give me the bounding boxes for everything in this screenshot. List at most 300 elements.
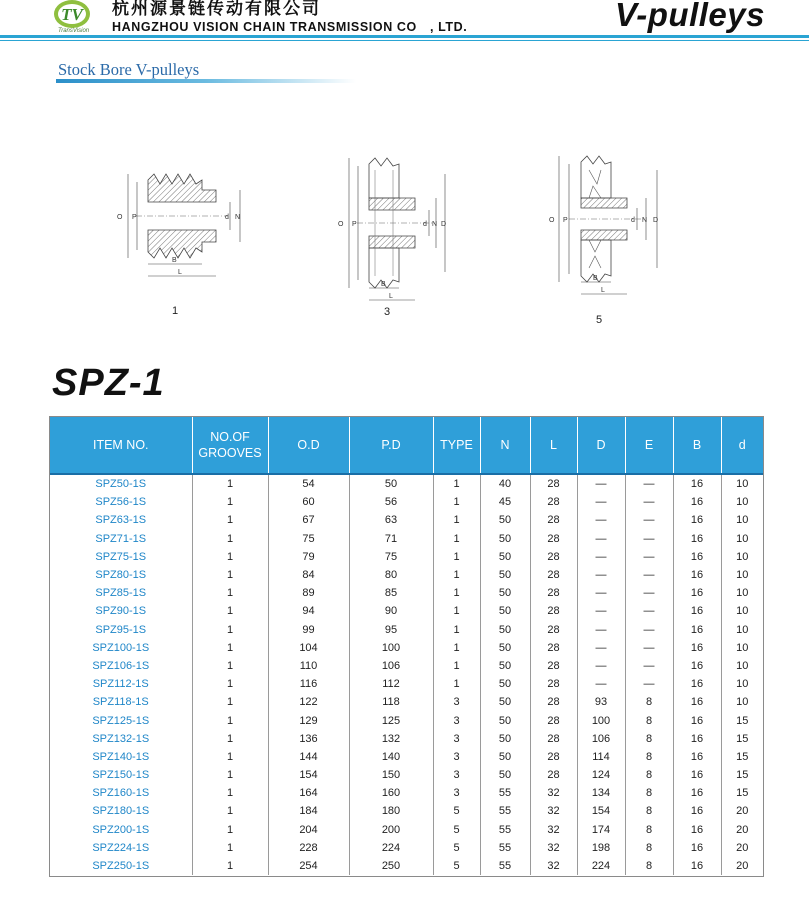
table-row <box>50 511 763 529</box>
item-number-cell: SPZ85-1S <box>50 584 192 602</box>
table-cell: 10 <box>736 478 749 491</box>
table-row <box>50 693 763 711</box>
table-cell: 1 <box>192 802 268 820</box>
table-cell: 16 <box>673 639 721 657</box>
logo-subtext: TransVision <box>58 28 90 34</box>
dim-label-b: B <box>593 275 598 282</box>
table-cell: 1 <box>192 675 268 693</box>
table-row <box>50 493 763 511</box>
dim-label-small-d: d <box>423 221 427 228</box>
table-row <box>50 857 763 875</box>
table-cell: 28 <box>530 639 577 657</box>
column-header: P.D <box>349 417 433 474</box>
table-cell: 28 <box>530 493 577 511</box>
table-cell: 1 <box>192 530 268 548</box>
table-cell: 104 <box>268 639 349 657</box>
table-cell: — <box>577 657 625 675</box>
table-cell: 10 <box>736 587 749 600</box>
table-cell: 125 <box>349 711 433 729</box>
table-cell: 10 <box>736 678 749 691</box>
column-header: B <box>673 417 721 474</box>
pulley-drawing-type-3 <box>335 150 460 305</box>
table-cell: 1 <box>433 548 480 566</box>
table-cell: 1 <box>192 639 268 657</box>
table-cell: 228 <box>268 839 349 857</box>
table-cell: 140 <box>349 748 433 766</box>
table-cell: 1 <box>192 821 268 839</box>
table-cell: 50 <box>480 730 530 748</box>
table-cell: 71 <box>349 530 433 548</box>
table-row <box>50 802 763 820</box>
table-cell: 85 <box>349 584 433 602</box>
table-cell: 1 <box>192 566 268 584</box>
table-cell: 94 <box>268 602 349 620</box>
table-cell: 112 <box>349 675 433 693</box>
table-cell: 180 <box>349 802 433 820</box>
table-cell: — <box>625 530 673 548</box>
table-cell: — <box>577 493 625 511</box>
table-cell: 16 <box>673 766 721 784</box>
table-cell: 15 <box>736 769 749 782</box>
table-cell: 198 <box>577 839 625 857</box>
dim-label-pd: P <box>132 214 137 221</box>
table-cell: 106 <box>577 730 625 748</box>
table-cell: 16 <box>673 693 721 711</box>
table-row <box>50 639 763 657</box>
table-cell: 28 <box>530 602 577 620</box>
table-row <box>50 766 763 784</box>
table-cell: 144 <box>268 748 349 766</box>
table-cell: 40 <box>480 474 530 493</box>
table-cell: 50 <box>480 675 530 693</box>
table-cell: 28 <box>530 621 577 639</box>
dim-label-b: B <box>172 257 177 264</box>
table-row <box>50 566 763 584</box>
dim-label-od: O <box>117 214 123 221</box>
table-row <box>50 748 763 766</box>
table-cell: 174 <box>577 821 625 839</box>
table-cell: 164 <box>268 784 349 802</box>
table-cell: 84 <box>268 566 349 584</box>
table-cell: — <box>577 675 625 693</box>
table-cell: — <box>625 474 673 493</box>
table-row <box>50 657 763 675</box>
table-cell: — <box>577 584 625 602</box>
table-cell: 79 <box>268 548 349 566</box>
table-cell: 1 <box>433 493 480 511</box>
table-cell: 106 <box>349 657 433 675</box>
table-cell: 8 <box>625 730 673 748</box>
table-cell: 50 <box>480 602 530 620</box>
table-cell: 1 <box>433 511 480 529</box>
table-cell: 1 <box>192 621 268 639</box>
pulley-drawing-type-1 <box>110 160 250 285</box>
table-cell: — <box>625 639 673 657</box>
table-cell: 1 <box>192 657 268 675</box>
table-cell: — <box>625 584 673 602</box>
table-cell: 80 <box>349 566 433 584</box>
item-number-cell: SPZ224-1S <box>50 839 192 857</box>
item-number-cell: SPZ160-1S <box>50 784 192 802</box>
item-number-cell: SPZ71-1S <box>50 530 192 548</box>
column-header: O.D <box>268 417 349 474</box>
table-row <box>50 584 763 602</box>
table-cell: 50 <box>480 711 530 729</box>
item-number-cell: SPZ125-1S <box>50 711 192 729</box>
table-cell: — <box>577 566 625 584</box>
table-cell: 5 <box>433 821 480 839</box>
table-cell: 28 <box>530 748 577 766</box>
table-cell: — <box>625 493 673 511</box>
item-number-cell: SPZ56-1S <box>50 493 192 511</box>
table-cell: — <box>577 548 625 566</box>
dim-label-l: L <box>178 269 182 276</box>
header-divider <box>0 35 809 38</box>
item-number-cell: SPZ118-1S <box>50 693 192 711</box>
table-cell: 10 <box>736 623 749 636</box>
table-cell: 16 <box>673 802 721 820</box>
table-cell: 3 <box>433 784 480 802</box>
item-number-cell: SPZ106-1S <box>50 657 192 675</box>
table-cell: 28 <box>530 548 577 566</box>
table-cell: 28 <box>530 511 577 529</box>
table-cell: — <box>577 474 625 493</box>
item-number-cell: SPZ250-1S <box>50 857 192 875</box>
dim-label-l: L <box>389 293 393 300</box>
table-cell: 1 <box>433 675 480 693</box>
table-cell: — <box>625 621 673 639</box>
table-row <box>50 548 763 566</box>
table-cell: 32 <box>530 784 577 802</box>
item-number-cell: SPZ50-1S <box>50 474 192 493</box>
table-cell: 32 <box>530 821 577 839</box>
table-cell: 5 <box>433 839 480 857</box>
dim-label-pd: P <box>352 221 357 228</box>
table-cell: 50 <box>480 566 530 584</box>
table-cell: 50 <box>480 584 530 602</box>
table-cell: 28 <box>530 730 577 748</box>
table-cell: — <box>625 566 673 584</box>
table-cell: 110 <box>268 657 349 675</box>
column-header: N <box>480 417 530 474</box>
table-cell: 20 <box>736 805 749 818</box>
table-cell: 16 <box>673 839 721 857</box>
column-header: ITEM NO. <box>50 417 192 474</box>
item-number-cell: SPZ140-1S <box>50 748 192 766</box>
table-cell: 50 <box>480 548 530 566</box>
table-cell: 28 <box>530 693 577 711</box>
table-cell: — <box>577 639 625 657</box>
table-cell: 50 <box>480 657 530 675</box>
table-cell: 28 <box>530 566 577 584</box>
table-cell: 3 <box>433 766 480 784</box>
table-row <box>50 530 763 548</box>
table-cell: 28 <box>530 711 577 729</box>
table-cell: 1 <box>192 602 268 620</box>
table-cell: 136 <box>268 730 349 748</box>
table-cell: 8 <box>625 784 673 802</box>
table-cell: 204 <box>268 821 349 839</box>
table-cell: 1 <box>433 621 480 639</box>
table-cell: 10 <box>736 496 749 509</box>
table-cell: 1 <box>192 784 268 802</box>
table-header-row <box>50 417 763 474</box>
table-cell: 15 <box>736 787 749 800</box>
dim-label-pd: P <box>563 217 568 224</box>
table-cell: 5 <box>433 802 480 820</box>
table-cell: 1 <box>192 548 268 566</box>
dim-label-b: B <box>381 281 386 288</box>
table-cell: 16 <box>673 474 721 493</box>
item-number-cell: SPZ150-1S <box>50 766 192 784</box>
table-row <box>50 602 763 620</box>
table-cell: 20 <box>736 823 749 836</box>
table-cell: 200 <box>349 821 433 839</box>
table-cell: 3 <box>433 730 480 748</box>
table-cell: 50 <box>480 511 530 529</box>
table-cell: 1 <box>433 530 480 548</box>
table-row <box>50 474 763 493</box>
table-cell: 184 <box>268 802 349 820</box>
table-cell: 50 <box>480 748 530 766</box>
table-cell: 3 <box>433 693 480 711</box>
table-cell: 50 <box>349 474 433 493</box>
table-cell: 3 <box>433 748 480 766</box>
table-cell: 56 <box>349 493 433 511</box>
pulley-drawing-type-5 <box>545 150 670 300</box>
table-cell: 1 <box>192 474 268 493</box>
table-cell: — <box>625 511 673 529</box>
table-cell: — <box>625 602 673 620</box>
table-cell: 8 <box>625 748 673 766</box>
dim-label-small-d: d <box>631 217 635 224</box>
dim-label-l: L <box>601 287 605 294</box>
dim-label-big-d: D <box>441 221 447 228</box>
table-row <box>50 621 763 639</box>
table-body <box>50 474 763 875</box>
table-row <box>50 821 763 839</box>
dim-label-n: N <box>235 214 241 221</box>
page-header <box>0 0 809 42</box>
table-cell: 10 <box>736 532 749 545</box>
dim-label-od: O <box>338 221 344 228</box>
table-cell: 55 <box>480 802 530 820</box>
item-number-cell: SPZ100-1S <box>50 639 192 657</box>
table-cell: 5 <box>433 857 480 875</box>
table-cell: 28 <box>530 766 577 784</box>
table-cell: — <box>577 511 625 529</box>
table-cell: — <box>625 675 673 693</box>
table-cell: 50 <box>480 639 530 657</box>
table-cell: 16 <box>673 602 721 620</box>
table-cell: 8 <box>625 711 673 729</box>
table-cell: 16 <box>673 493 721 511</box>
table-cell: 124 <box>577 766 625 784</box>
table-cell: 114 <box>577 748 625 766</box>
table-cell: 95 <box>349 621 433 639</box>
table-cell: 10 <box>736 569 749 582</box>
table-cell: 89 <box>268 584 349 602</box>
table-cell: 16 <box>673 821 721 839</box>
table-cell: 1 <box>433 657 480 675</box>
table-cell: 3 <box>433 711 480 729</box>
column-header: E <box>625 417 673 474</box>
table-cell: 254 <box>268 857 349 875</box>
table-cell: 28 <box>530 675 577 693</box>
column-header: d <box>721 417 763 474</box>
table-cell: 28 <box>530 657 577 675</box>
table-cell: 10 <box>736 696 749 709</box>
item-number-cell: SPZ132-1S <box>50 730 192 748</box>
table-cell: 1 <box>192 748 268 766</box>
table-cell: 16 <box>673 511 721 529</box>
table-cell: 16 <box>673 548 721 566</box>
table-cell: 100 <box>577 711 625 729</box>
table-cell: 1 <box>433 566 480 584</box>
table-cell: 150 <box>349 766 433 784</box>
item-number-cell: SPZ180-1S <box>50 802 192 820</box>
company-name-english: HANGZHOU VISION CHAIN TRANSMISSION CO , LTD. <box>112 20 468 34</box>
dim-label-big-d: D <box>653 217 659 224</box>
dim-label-n: N <box>642 217 648 224</box>
spec-table <box>50 417 763 875</box>
table-cell: 15 <box>736 750 749 763</box>
table-cell: 16 <box>673 748 721 766</box>
table-cell: 15 <box>736 714 749 727</box>
section-underline <box>56 79 356 83</box>
table-cell: 20 <box>736 841 749 854</box>
table-cell: — <box>577 602 625 620</box>
table-cell: 10 <box>736 659 749 672</box>
table-cell: 129 <box>268 711 349 729</box>
table-cell: 224 <box>349 839 433 857</box>
table-cell: 55 <box>480 857 530 875</box>
table-cell: 1 <box>433 584 480 602</box>
table-row <box>50 784 763 802</box>
table-cell: 8 <box>625 802 673 820</box>
column-header: L <box>530 417 577 474</box>
table-cell: 55 <box>480 821 530 839</box>
table-cell: 45 <box>480 493 530 511</box>
table-cell: 55 <box>480 784 530 802</box>
model-title: SPZ-1 <box>52 362 165 404</box>
table-cell: 8 <box>625 839 673 857</box>
dim-label-n: N <box>432 221 438 228</box>
table-cell: 134 <box>577 784 625 802</box>
table-cell: 122 <box>268 693 349 711</box>
table-cell: 8 <box>625 821 673 839</box>
column-header: D <box>577 417 625 474</box>
table-cell: — <box>577 621 625 639</box>
table-cell: 54 <box>268 474 349 493</box>
dim-label-od: O <box>549 217 555 224</box>
table-cell: 93 <box>577 693 625 711</box>
item-number-cell: SPZ200-1S <box>50 821 192 839</box>
table-cell: 16 <box>673 621 721 639</box>
table-cell: 16 <box>673 584 721 602</box>
table-cell: 99 <box>268 621 349 639</box>
section-title: Stock Bore V-pulleys <box>58 60 200 79</box>
table-cell: 28 <box>530 584 577 602</box>
table-cell: 75 <box>268 530 349 548</box>
table-cell: 10 <box>736 550 749 563</box>
brand-title: V-pulleys <box>615 0 765 33</box>
figure-label-type-5: 5 <box>596 314 603 326</box>
item-number-cell: SPZ63-1S <box>50 511 192 529</box>
column-header: TYPE <box>433 417 480 474</box>
table-cell: 55 <box>480 839 530 857</box>
table-cell: 50 <box>480 621 530 639</box>
table-cell: 63 <box>349 511 433 529</box>
table-cell: 60 <box>268 493 349 511</box>
table-cell: 50 <box>480 693 530 711</box>
table-cell: 20 <box>736 860 749 873</box>
table-row <box>50 839 763 857</box>
table-cell: 32 <box>530 839 577 857</box>
table-cell: 100 <box>349 639 433 657</box>
table-cell: 1 <box>433 602 480 620</box>
table-cell: 50 <box>480 766 530 784</box>
table-cell: 1 <box>192 693 268 711</box>
dim-label-small-d: d <box>225 214 229 221</box>
table-cell: 1 <box>433 639 480 657</box>
item-number-cell: SPZ95-1S <box>50 621 192 639</box>
table-cell: 224 <box>577 857 625 875</box>
logo-text: TV <box>61 5 83 24</box>
table-cell: 8 <box>625 857 673 875</box>
table-cell: 1 <box>192 711 268 729</box>
table-cell: 16 <box>673 675 721 693</box>
table-cell: 16 <box>673 530 721 548</box>
table-cell: 10 <box>736 514 749 527</box>
table-cell: 8 <box>625 693 673 711</box>
table-cell: 118 <box>349 693 433 711</box>
table-cell: 15 <box>736 732 749 745</box>
table-row <box>50 711 763 729</box>
table-cell: 160 <box>349 784 433 802</box>
table-cell: — <box>577 530 625 548</box>
item-number-cell: SPZ112-1S <box>50 675 192 693</box>
table-cell: 1 <box>192 730 268 748</box>
table-cell: 32 <box>530 802 577 820</box>
table-cell: 16 <box>673 730 721 748</box>
header-divider-thin <box>0 40 809 41</box>
table-cell: 250 <box>349 857 433 875</box>
figure-label-type-3: 3 <box>384 306 391 318</box>
table-row <box>50 675 763 693</box>
table-cell: 1 <box>192 511 268 529</box>
table-cell: 154 <box>577 802 625 820</box>
table-cell: 132 <box>349 730 433 748</box>
table-cell: 10 <box>736 641 749 654</box>
table-cell: 8 <box>625 766 673 784</box>
table-cell: 32 <box>530 857 577 875</box>
table-cell: — <box>625 657 673 675</box>
table-cell: 1 <box>192 839 268 857</box>
table-cell: 1 <box>192 584 268 602</box>
figure-label-type-1: 1 <box>172 305 179 317</box>
item-number-cell: SPZ90-1S <box>50 602 192 620</box>
table-cell: 67 <box>268 511 349 529</box>
table-cell: 154 <box>268 766 349 784</box>
table-cell: 10 <box>736 605 749 618</box>
column-header: NO.OF GROOVES <box>192 417 268 474</box>
table-cell: 28 <box>530 530 577 548</box>
table-cell: 28 <box>530 474 577 493</box>
table-cell: 16 <box>673 657 721 675</box>
table-cell: 1 <box>433 474 480 493</box>
table-cell: 1 <box>192 766 268 784</box>
